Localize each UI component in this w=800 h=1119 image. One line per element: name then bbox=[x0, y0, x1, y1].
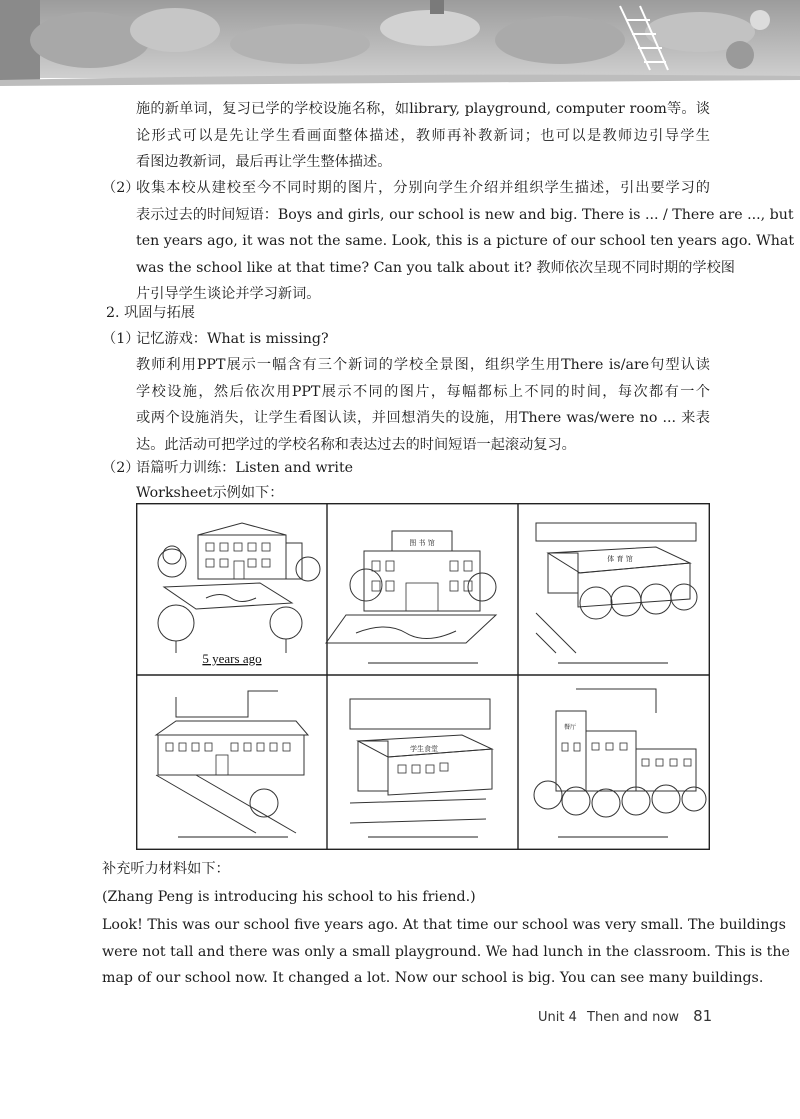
worksheet-picture-5 bbox=[350, 699, 492, 823]
item2-line: 片引导学生谈论并学习新词。 bbox=[136, 286, 321, 302]
worksheet-sign: 图 书 馆 bbox=[409, 539, 435, 547]
intro-paragraph bbox=[136, 96, 710, 149]
decorative-banner bbox=[0, 0, 800, 90]
memory-game-title: 记忆游戏：What is missing? bbox=[136, 331, 329, 347]
intro-line: 施的新单词，复习已学的学校设施名称，如library, playground, computer room等。谈 bbox=[136, 101, 710, 117]
worksheet-caption: 5 years ago bbox=[202, 651, 262, 666]
worksheet-picture-4 bbox=[156, 691, 308, 833]
item2-line: was the school like at that time? Can you talk about it? 教师依次呈现不同时期的学校图 bbox=[136, 259, 735, 276]
memory-game-line: 教师利用PPT展示一幅含有三个新词的学校全景图，组织学生用There is/are句型认读 bbox=[136, 357, 710, 373]
worksheet-grid bbox=[136, 503, 710, 850]
worksheet-picture-3 bbox=[536, 523, 697, 653]
item2-paragraph-end bbox=[136, 281, 710, 308]
supplement-label: 补充听力材料如下： bbox=[102, 861, 230, 877]
supplement-note: (Zhang Peng is introducing his school to his friend.) bbox=[102, 889, 476, 905]
memory-game-line: 学校设施，然后依次用PPT展示不同的图片，每幅都标上不同的时间，每次都有一个 bbox=[136, 383, 710, 400]
worksheet-picture-1 bbox=[158, 523, 320, 653]
page-number: 81 bbox=[693, 1007, 713, 1025]
worksheet-sign: 学生食堂 bbox=[410, 745, 438, 753]
memory-game-body bbox=[136, 352, 710, 432]
listening-title: 语篇听力训练：Listen and write bbox=[136, 460, 354, 476]
item2-line: 表示过去的时间短语：Boys and girls, our school is new and big. There is ... / There are ..., but bbox=[136, 206, 794, 223]
intro-paragraph-end bbox=[136, 149, 710, 176]
item-number: （2） bbox=[102, 180, 140, 196]
worksheet-sign: 餐厅 bbox=[563, 724, 577, 731]
worksheet-sign: 体 育 馆 bbox=[607, 555, 633, 563]
worksheet-picture-6 bbox=[534, 689, 706, 817]
worksheet-label: Worksheet示例如下： bbox=[136, 485, 284, 501]
page-footer bbox=[538, 1007, 712, 1025]
memory-game-line: 或两个设施消失，让学生看图认读，并回想消失的设施，用There was/were no ... 来表 bbox=[136, 410, 710, 427]
memory-game-line: 达。此活动可把学过的学校名称和表达过去的时间短语一起滚动复习。 bbox=[136, 437, 576, 453]
intro-line: 看图边教新词，最后再让学生整体描述。 bbox=[136, 154, 392, 170]
item-number: （1） bbox=[102, 331, 140, 347]
footer-unit: Unit 4 bbox=[538, 1010, 577, 1025]
story-line: were not tall and there was only a small playground. We had lunch in the classroom. This is the bbox=[102, 943, 790, 960]
item2-paragraph bbox=[136, 175, 795, 281]
story-line: Look! This was our school five years ago. At that time our school was very small. The buildings bbox=[102, 917, 786, 933]
item-number: （2） bbox=[102, 460, 140, 476]
story-paragraph bbox=[102, 912, 790, 992]
worksheet-picture-2 bbox=[326, 531, 496, 643]
item2-line: 收集本校从建校至今不同时期的图片，分别向学生介绍并组织学生描述，引出要学习的 bbox=[136, 180, 710, 196]
intro-line: 论形式可以是先让学生看画面整体描述，教师再补教新词；也可以是教师边引导学生 bbox=[136, 127, 710, 144]
item2-line: ten years ago, it was not the same. Look, this is a picture of our school ten years ago. What bbox=[136, 233, 795, 250]
footer-title: Then and now bbox=[587, 1010, 679, 1025]
section-heading: 2. 巩固与拓展 bbox=[106, 305, 195, 321]
story-line: map of our school now. It changed a lot. Now our school is big. You can see many buildings. bbox=[102, 970, 764, 987]
